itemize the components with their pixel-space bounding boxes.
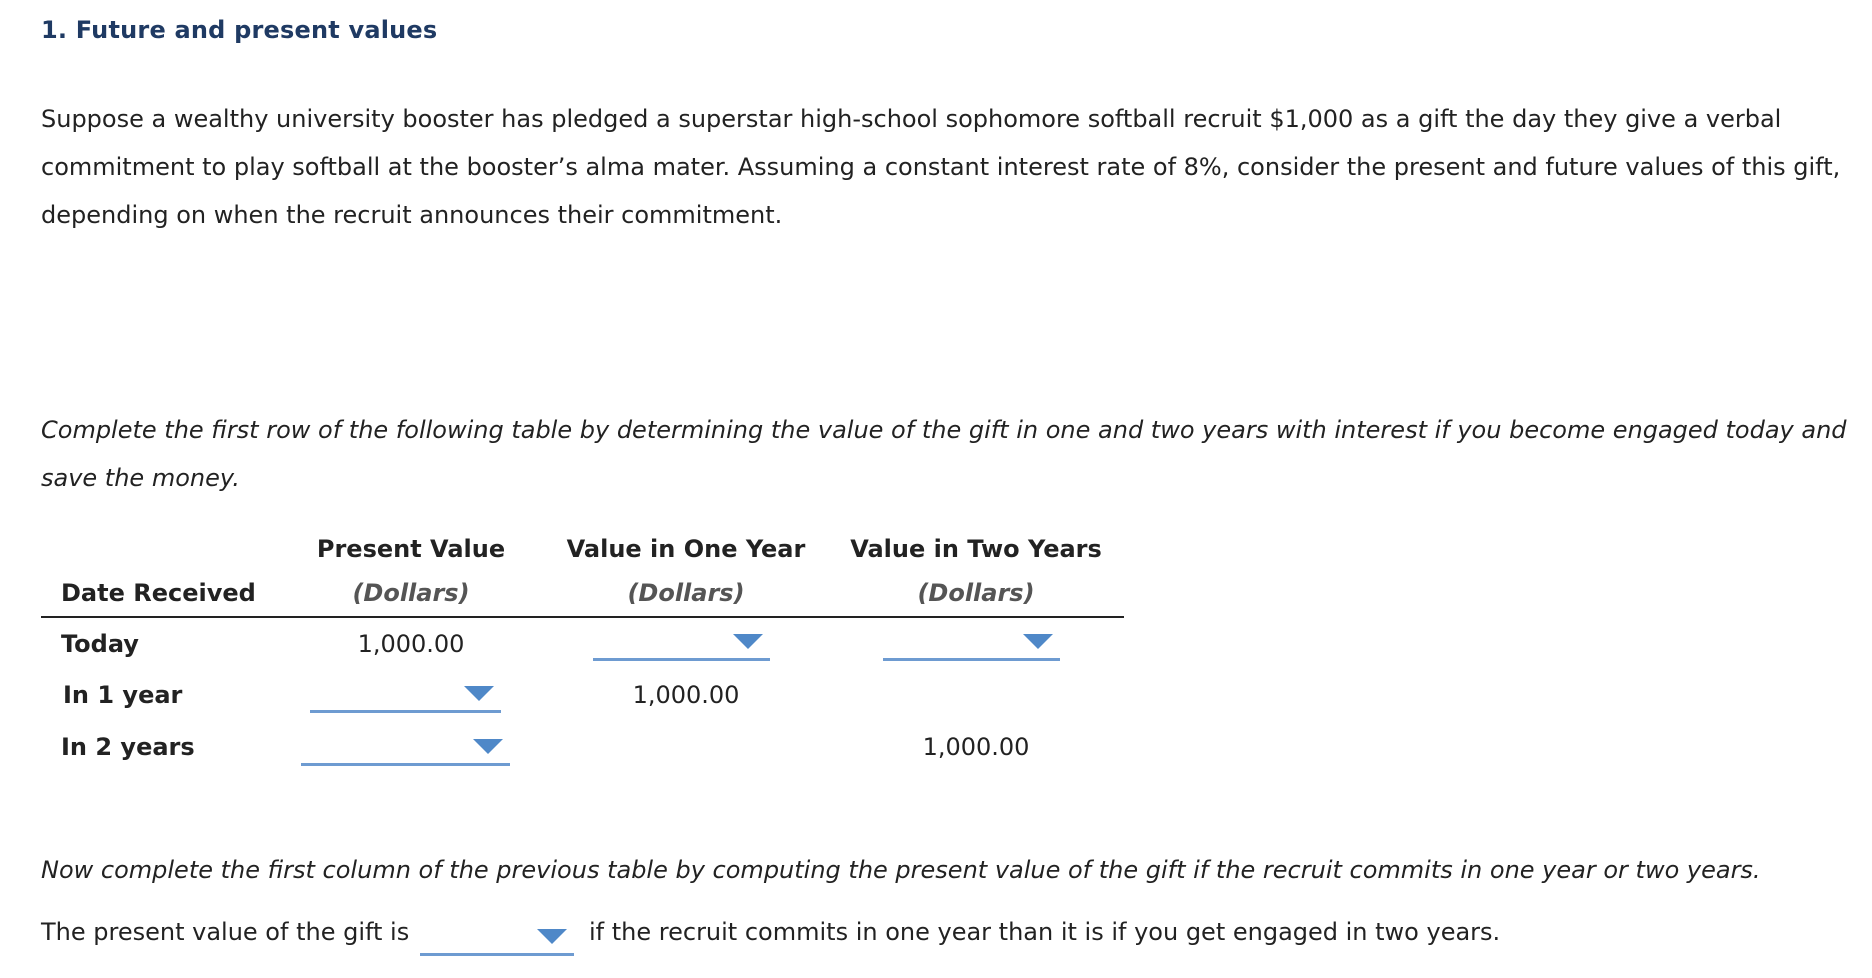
dropdown-today-value-two-years[interactable] — [883, 630, 1060, 661]
table-header-divider — [41, 616, 1124, 618]
dropdown-comparison[interactable] — [420, 927, 574, 956]
header-date-received: Date Received — [61, 579, 256, 607]
cell-in-2-years-value-two-years: 1,000.00 — [922, 733, 1030, 761]
chevron-down-icon — [464, 686, 494, 701]
dropdown-in-1-year-present-value[interactable] — [310, 682, 501, 713]
column-instruction: Now complete the first column of the previous table by computing the present value of the gift if the recruit commits in one year or two years. — [41, 856, 1761, 884]
row-label-in-1-year: In 1 year — [63, 681, 183, 709]
row-label-today: Today — [61, 630, 139, 658]
dropdown-today-value-one-year[interactable] — [593, 630, 770, 661]
header-value-one-year-unit: (Dollars) — [627, 579, 745, 607]
table-instruction — [41, 406, 1871, 502]
table-instruction-line-1: Complete the first row of the following table by determining the value of the gift in one and two years with interest if you become engaged today and — [41, 416, 1847, 444]
sentence-after: if the recruit commits in one year than it is if you get engaged in two years. — [589, 918, 1501, 946]
question-title: 1. Future and present values — [41, 16, 438, 44]
cell-in-1-year-value-one-year: 1,000.00 — [632, 681, 740, 709]
header-value-two-years-unit: (Dollars) — [917, 579, 1035, 607]
sentence-before: The present value of the gift is — [41, 918, 410, 946]
intro-line-2: commitment to play softball at the booster’s alma mater. Assuming a constant interest rate of 8%, consider the present and future values of this gift, — [41, 153, 1841, 181]
intro-paragraph — [41, 95, 1871, 239]
row-label-in-2-years: In 2 years — [61, 733, 195, 761]
chevron-down-icon — [473, 739, 503, 754]
cell-today-present-value: 1,000.00 — [357, 630, 465, 658]
table-instruction-line-2: save the money. — [41, 464, 240, 492]
header-value-one-year: Value in One Year — [566, 535, 806, 563]
dropdown-in-2-years-present-value[interactable] — [301, 735, 510, 766]
header-present-value: Present Value — [316, 535, 506, 563]
chevron-down-icon — [733, 634, 763, 649]
header-present-value-unit: (Dollars) — [352, 579, 470, 607]
chevron-down-icon — [537, 929, 567, 944]
intro-line-3: depending on when the recruit announces their commitment. — [41, 201, 783, 229]
chevron-down-icon — [1023, 634, 1053, 649]
header-value-two-years: Value in Two Years — [850, 535, 1102, 563]
intro-line-1: Suppose a wealthy university booster has pledged a superstar high-school sophomore softball recruit $1,000 as a gift the day they give a verbal — [41, 105, 1782, 133]
